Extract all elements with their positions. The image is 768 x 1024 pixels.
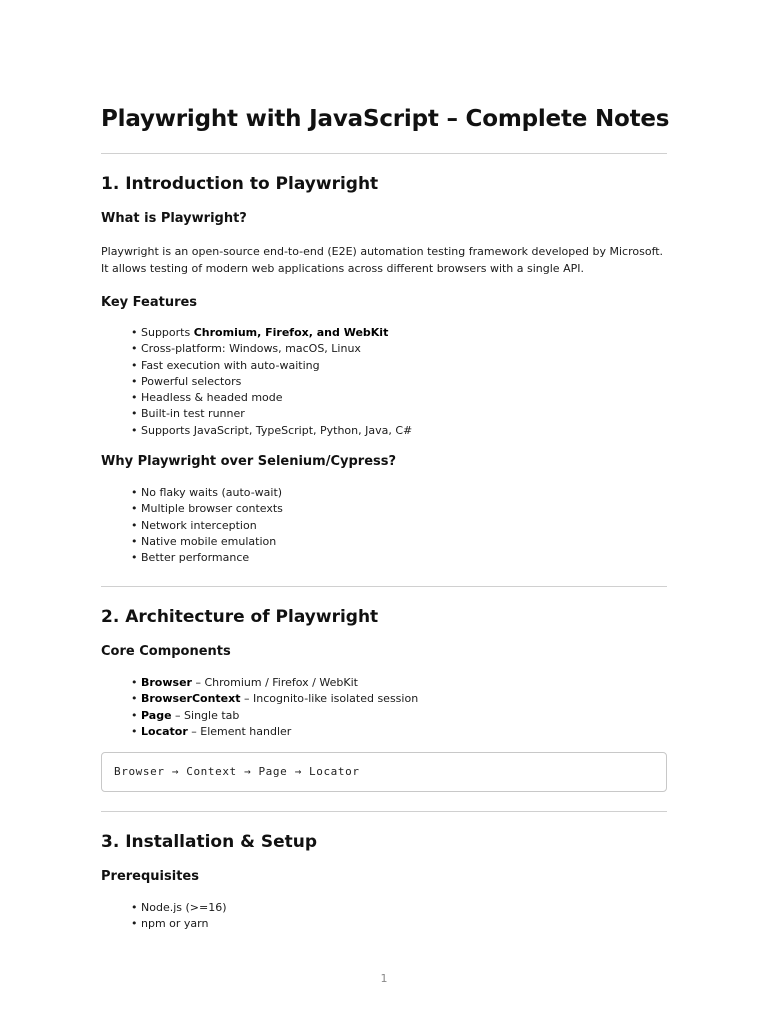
list-item [131, 341, 412, 357]
subheading-key-features: Key Features [101, 295, 198, 310]
list-item [131, 374, 412, 390]
list-item [131, 900, 227, 916]
item-bold: BrowserContext [141, 692, 241, 706]
item-text: Node.js (>=16) [141, 901, 227, 914]
section-heading-architecture: 2. Architecture of Playwright [101, 607, 379, 627]
list-item [131, 501, 283, 517]
list-item [131, 518, 283, 534]
item-text: – Incognito-like isolated session [240, 692, 419, 706]
bullet: • [131, 551, 138, 565]
bullet: • [131, 724, 138, 738]
item-text: – Single tab [171, 708, 240, 722]
why-playwright-list [131, 485, 283, 566]
item-text: No flaky waits (auto-wait) [141, 486, 283, 499]
item-text: Powerful selectors [141, 374, 242, 388]
list-item [131, 550, 283, 566]
item-text: Better performance [141, 551, 250, 565]
subheading-core-components: Core Components [101, 644, 231, 659]
list-item [131, 691, 418, 707]
list-item [131, 325, 412, 341]
item-bold: Locator [141, 724, 188, 738]
bullet: • [131, 901, 138, 914]
item-bold: Browser [141, 676, 192, 689]
item-bold: Chromium, Firefox, and WebKit [193, 326, 389, 339]
list-item [131, 724, 418, 740]
key-features-list [131, 325, 412, 439]
list-item [131, 406, 412, 422]
divider [101, 586, 667, 587]
bullet: • [131, 502, 138, 516]
subheading-what-is-playwright: What is Playwright? [101, 211, 247, 226]
list-item [131, 423, 412, 439]
document-title: Playwright with JavaScript – Complete Notes [101, 106, 670, 132]
item-text: Cross-platform: Windows, macOS, Linux [141, 342, 361, 356]
paragraph-what-is-playwright: Playwright is an open-source end-to-end (E2E) automation testing framework developed by Microsoft. It allows testing of modern web applications across different browsers with a single API. [101, 245, 664, 275]
item-prefix: Supports [141, 326, 194, 339]
bullet: • [131, 342, 138, 356]
list-item [131, 916, 227, 932]
bullet: • [131, 486, 138, 499]
page-number: 1 [380, 972, 388, 985]
bullet: • [131, 676, 138, 689]
section-heading-installation: 3. Installation & Setup [101, 832, 318, 852]
subheading-why-playwright: Why Playwright over Selenium/Cypress? [101, 454, 397, 469]
section-heading-introduction: 1. Introduction to Playwright [101, 174, 379, 194]
item-text: Built-in test runner [141, 407, 245, 421]
divider [101, 153, 667, 154]
divider [101, 811, 667, 812]
item-text: – Element handler [187, 724, 292, 738]
code-block [101, 752, 667, 792]
item-bold: Page [141, 708, 172, 722]
list-item [131, 675, 418, 691]
bullet: • [131, 423, 138, 437]
list-item [131, 534, 283, 550]
bullet: • [131, 391, 138, 405]
item-text: Supports JavaScript, TypeScript, Python, Java, C# [141, 423, 413, 437]
bullet: • [131, 917, 138, 931]
item-text: Headless & headed mode [141, 391, 283, 405]
bullet: • [131, 692, 138, 706]
item-text: npm or yarn [141, 917, 209, 931]
item-text: – Chromium / Firefox / WebKit [191, 676, 358, 689]
list-item [131, 485, 283, 501]
bullet: • [131, 708, 138, 722]
item-text: Fast execution with auto-waiting [141, 358, 320, 372]
list-item [131, 708, 418, 724]
bullet: • [131, 407, 138, 421]
list-item [131, 390, 412, 406]
core-components-list [131, 675, 418, 740]
item-text: Network interception [141, 518, 257, 532]
list-item [131, 358, 412, 374]
bullet: • [131, 518, 138, 532]
bullet: • [131, 534, 138, 548]
bullet: • [131, 326, 138, 339]
prerequisites-list [131, 900, 227, 933]
item-text: Native mobile emulation [141, 534, 277, 548]
bullet: • [131, 374, 138, 388]
bullet: • [131, 358, 138, 372]
item-text: Multiple browser contexts [141, 502, 283, 516]
subheading-prerequisites: Prerequisites [101, 869, 199, 884]
code-text: Browser → Context → Page → Locator [114, 765, 360, 778]
